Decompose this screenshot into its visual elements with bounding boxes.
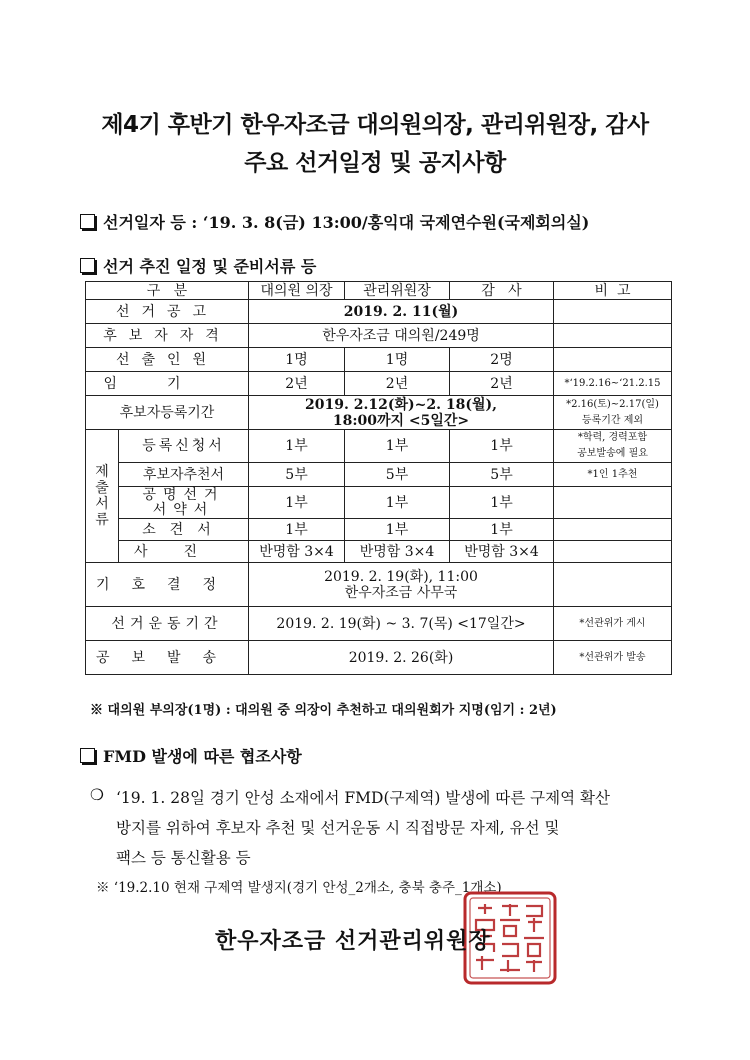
table-row (86, 487, 672, 519)
fmd-line2: 방지를 위하여 후보자 추천 및 선거운동 시 직접방문 자제, 유선 및 (116, 819, 560, 837)
cell-value: 반명함 3×4 (345, 541, 450, 563)
cell-value: 1부 (345, 519, 450, 541)
schedule-heading: 선거 추진 일정 및 준비서류 등 (103, 257, 317, 276)
row-note: *‘19.2.16~‘21.2.15 (554, 372, 672, 396)
note-line2: 공보발송에 필요 (577, 448, 648, 459)
row-note (554, 563, 672, 607)
row-label: 기호결정 (86, 563, 249, 607)
row-note (554, 487, 672, 519)
cell-value: 2년 (249, 372, 345, 396)
checkbox-icon (80, 214, 95, 229)
symbol-value (249, 563, 554, 607)
schedule-table (85, 281, 672, 675)
row-label: 선출인원 (86, 348, 249, 372)
docs-category (86, 430, 119, 563)
label-line1: 공명선거 (142, 486, 225, 503)
page-title-line1: 제4기 후반기 한우자조금 대의원의장, 관리위원장, 감사 (101, 112, 649, 138)
cell-value: 1명 (249, 348, 345, 372)
note-line1: *학력, 경력포함 (577, 432, 648, 443)
table-row (86, 324, 672, 348)
footer-signature: 한우자조금 선거관리위원장 (215, 928, 491, 954)
row-label: 등록신청서 (119, 430, 249, 463)
table-row (86, 463, 672, 487)
header-chair: 대의원 의장 (249, 282, 345, 300)
election-date-text: 선거일자 등 : ‘19. 3. 8(금) 13:00/홍익대 국제연수원(국제회의실) (103, 213, 590, 232)
docs-category-char: 류 (95, 512, 109, 528)
row-note: *1인 1추천 (554, 463, 672, 487)
cell-value: 2년 (450, 372, 554, 396)
table-row (86, 641, 672, 675)
row-note (554, 348, 672, 372)
table-row (86, 348, 672, 372)
cell-value: 1명 (345, 348, 450, 372)
table-row (86, 519, 672, 541)
row-note (554, 541, 672, 563)
row-note (554, 430, 672, 463)
qualify-value: 한우자조금 대의원/249명 (249, 324, 554, 348)
fmd-line1: ‘19. 1. 28일 경기 안성 소재에서 FMD(구제역) 발생에 따른 구제역 확산 (116, 789, 610, 807)
row-label: 사진 (119, 541, 249, 563)
header-note: 비 고 (554, 282, 672, 300)
header-category: 구 분 (86, 282, 249, 300)
label-line2: 서약서 (152, 501, 215, 518)
row-label: 후보자등록기간 (86, 396, 249, 430)
row-note: *선관위가 게시 (554, 607, 672, 641)
row-label: 후보자자격 (86, 324, 249, 348)
cell-value: 반명함 3×4 (450, 541, 554, 563)
fmd-line3: 팩스 등 통신활용 등 (116, 849, 251, 867)
note-line1: *2.16(토)~2.17(일) (566, 398, 659, 410)
cell-value: 1부 (450, 519, 554, 541)
remark-note: ※ 대의원 부의장(1명) : 대의원 중 의장이 추천하고 대의원회가 지명(임기 : 2년) (90, 703, 557, 718)
header-auditor: 감 사 (450, 282, 554, 300)
cell-value: 2명 (450, 348, 554, 372)
campaign-value: 2019. 2. 19(화) ~ 3. 7(목) <17일간> (249, 607, 554, 641)
table-row (86, 541, 672, 563)
section-fmd (80, 744, 302, 767)
cell-value: 1부 (249, 430, 345, 463)
table-header-row (86, 282, 672, 300)
row-label (119, 487, 249, 519)
fmd-note: ※ ‘19.2.10 현재 구제역 발생지(경기 안성_2개소, 충북 충주_1개소) (96, 880, 502, 896)
cell-value: 1부 (345, 430, 450, 463)
cell-value: 반명함 3×4 (249, 541, 345, 563)
table-row (86, 563, 672, 607)
section-schedule (80, 254, 316, 277)
table-row (86, 300, 672, 324)
header-manager: 관리위원장 (345, 282, 450, 300)
row-label: 소견서 (119, 519, 249, 541)
bullet-icon: ❍ (90, 786, 104, 804)
page-title-line2: 주요 선거일정 및 공지사항 (244, 150, 506, 176)
section-election-date (80, 210, 589, 233)
cell-value: 2년 (345, 372, 450, 396)
docs-category-char: 서 (95, 496, 109, 512)
table-row (86, 396, 672, 430)
register-period (249, 396, 554, 430)
docs-category-char: 제 (95, 464, 109, 480)
cell-value: 1부 (345, 487, 450, 519)
table-row (86, 372, 672, 396)
row-label: 공보발송 (86, 641, 249, 675)
cell-value: 1부 (249, 519, 345, 541)
publicity-value: 2019. 2. 26(화) (249, 641, 554, 675)
cell-value: 5부 (249, 463, 345, 487)
register-line2: 18:00까지 <5일간> (332, 412, 470, 429)
docs-category-char: 출 (95, 480, 109, 496)
table-row (86, 607, 672, 641)
row-note (554, 519, 672, 541)
table-row (86, 430, 672, 463)
row-label: 선거공고 (86, 300, 249, 324)
row-label: 후보자추천서 (119, 463, 249, 487)
cell-value: 1부 (450, 430, 554, 463)
cell-value: 5부 (450, 463, 554, 487)
row-note: *선관위가 발송 (554, 641, 672, 675)
row-label: 임기 (86, 372, 249, 396)
symbol-line2: 한우자조금 사무국 (344, 584, 458, 601)
checkbox-icon (80, 258, 95, 273)
cell-value: 1부 (450, 487, 554, 519)
row-note (554, 396, 672, 430)
register-line1: 2019. 2.12(화)~2. 18(월), (305, 396, 497, 413)
announce-date: 2019. 2. 11(월) (249, 300, 554, 324)
cell-value: 1부 (249, 487, 345, 519)
row-note (554, 300, 672, 324)
checkbox-icon (80, 748, 95, 763)
fmd-heading: FMD 발생에 따른 협조사항 (103, 747, 302, 766)
cell-value: 5부 (345, 463, 450, 487)
symbol-line1: 2019. 2. 19(화), 11:00 (324, 568, 478, 585)
note-line2: 등록기간 제외 (581, 414, 644, 426)
row-label: 선거운동기간 (86, 607, 249, 641)
row-note (554, 324, 672, 348)
